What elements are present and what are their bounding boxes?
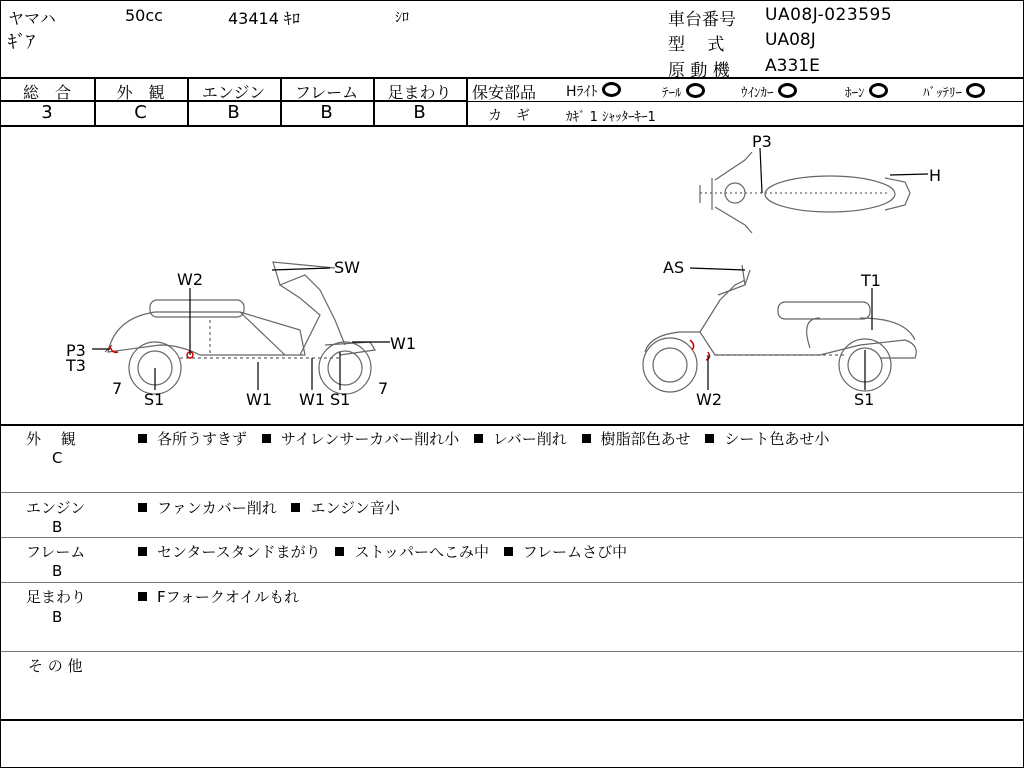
grade-header-suspension: 足まわり xyxy=(387,83,452,102)
engine-type-label: 原 動 機 xyxy=(668,61,730,81)
grade-header-overall: 総 合 xyxy=(22,83,71,102)
grade-value-engine: B xyxy=(227,102,240,123)
maker: ヤマハ xyxy=(8,9,56,28)
frame-number-label: 車台番号 xyxy=(668,10,736,30)
note-items-engine: ファンカバー削れ エンジン音小 xyxy=(138,497,410,518)
grade-value-exterior: C xyxy=(134,102,147,123)
diagram-label: 7 xyxy=(112,379,123,398)
color: ｼﾛ xyxy=(395,10,409,26)
grade-header-engine: エンジン xyxy=(201,83,266,102)
note-category-exterior: 外 観 xyxy=(26,430,76,448)
note-items-suspension: Fフォークオイルもれ xyxy=(138,586,309,607)
diagram-label: P3 xyxy=(66,341,86,360)
model-type-value: UA08J xyxy=(765,30,816,50)
diagram-label: AS xyxy=(663,258,685,277)
frame-number-value: UA08J-023595 xyxy=(765,5,893,25)
key-label: カ ギ xyxy=(488,108,530,124)
key-value: ｶｷﾞ 1 ｼｬｯﾀｰｷｰ1 xyxy=(566,110,656,125)
note-grade-suspension: B xyxy=(52,608,63,626)
diagram-label: P3 xyxy=(752,132,772,151)
safety-item-horn: ﾎｰﾝ xyxy=(845,82,888,101)
safety-parts-label: 保安部品 xyxy=(472,83,537,102)
safety-item-winker: ｳｲﾝｶｰ xyxy=(741,82,797,101)
model-type-label: 型 式 xyxy=(668,35,725,55)
diagram-label: T3 xyxy=(66,356,86,375)
diagram-label: W1 xyxy=(299,390,325,409)
safety-item-headlight: Hﾗｲﾄ xyxy=(566,81,621,101)
model-name: ｷﾞｱ xyxy=(8,32,35,53)
grade-value-frame: B xyxy=(320,102,333,123)
diagram-label: SW xyxy=(334,258,360,277)
diagram-label: 7 xyxy=(378,379,389,398)
note-category-frame: フレーム xyxy=(26,543,86,561)
note-category-other: そ の 他 xyxy=(28,657,83,675)
grade-header-frame: フレーム xyxy=(294,83,359,102)
engine-type-value: A331E xyxy=(765,56,820,76)
diagram-label: S1 xyxy=(854,390,875,409)
note-items-exterior: 各所うすきず サイレンサーカバー削れ小 レバー削れ 樹脂部色あせ シート色あせ小 xyxy=(138,428,839,449)
note-items-frame: センタースタンドまがり ストッパーへこみ中 フレームさび中 xyxy=(138,541,637,562)
note-grade-engine: B xyxy=(52,518,63,536)
diagram-label: W1 xyxy=(246,390,272,409)
diagram-label: T1 xyxy=(861,271,881,290)
safety-item-battery: ﾊﾞｯﾃﾘｰ xyxy=(923,82,985,101)
diagram-label: W2 xyxy=(696,390,722,409)
diagram-label: W2 xyxy=(177,270,203,289)
diagram-label: W1 xyxy=(390,334,416,353)
mileage: 43414 ｷﾛ xyxy=(228,9,300,28)
grade-value-overall: 3 xyxy=(41,102,53,123)
diagram-label: H xyxy=(929,166,942,185)
diagram-label: S1 xyxy=(330,390,351,409)
grade-value-suspension: B xyxy=(413,102,426,123)
grade-header-exterior: 外 観 xyxy=(116,83,165,102)
note-grade-frame: B xyxy=(52,562,63,580)
diagram-label: S1 xyxy=(144,390,165,409)
note-category-suspension: 足まわり xyxy=(26,588,87,606)
note-category-engine: エンジン xyxy=(26,499,86,517)
safety-item-taillight: ﾃｰﾙ xyxy=(662,82,705,101)
note-grade-exterior: C xyxy=(52,449,63,467)
displacement: 50cc xyxy=(125,6,163,25)
